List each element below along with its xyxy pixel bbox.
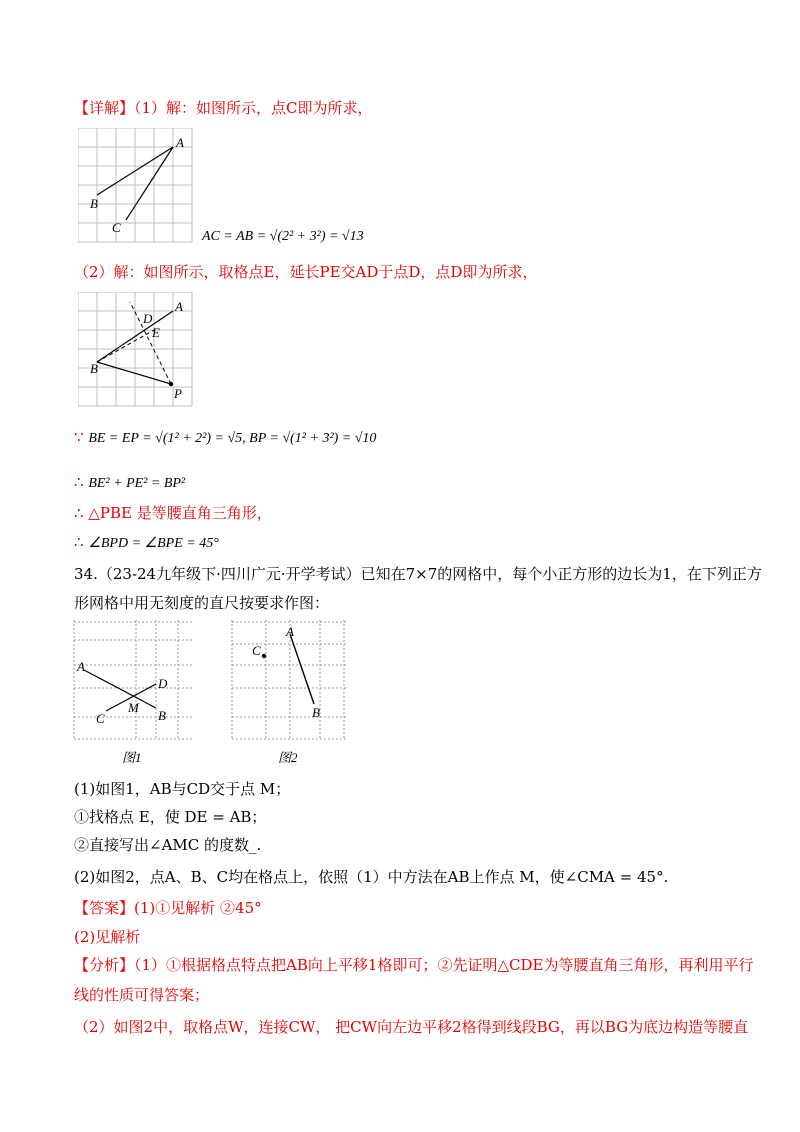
analysis-text-1: （1）①根据格点特点把AB向上平移1格即可；②先证明△CDE为等腰直角三角形，再利用平行 xyxy=(134,956,754,974)
therefore-line-2 xyxy=(74,502,272,524)
figure-1-grid xyxy=(72,620,196,770)
figure-2-grid xyxy=(230,620,354,770)
figure-1-caption: 图1 xyxy=(122,750,142,765)
point-a-label: A xyxy=(77,659,85,674)
formula-be-ep-bp: BE = EP = √(1² + 2²) = √5, BP = √(1² + 3²) = √10 xyxy=(88,431,377,446)
point-a-label: A xyxy=(175,299,183,314)
point-a-label: A xyxy=(176,135,184,150)
part-2-statement: (2)如图2，点A、B、C均在格点上，依照（1）中方法在AB上作点 M，使∠CMA = 45°. xyxy=(74,868,669,886)
therefore-symbol: ∴ xyxy=(74,533,84,551)
triangle-conclusion: △PBE 是等腰直角三角形， xyxy=(88,504,272,522)
analysis-text-3: （2）如图2中，取格点W，连接CW， 把CW向左边平移2格得到线段BG，再以BG为底边构造等腰直 xyxy=(74,1018,749,1036)
answer-line-1 xyxy=(74,897,262,919)
angle-conclusion: ∠BPD = ∠BPE = 45° xyxy=(88,536,219,551)
point-c-label: C xyxy=(112,220,121,235)
figure-grid-1 xyxy=(78,128,198,243)
point-b-label: B xyxy=(158,708,166,723)
point-m-label: M xyxy=(128,700,139,715)
solution-2-text: （2）解：如图所示，取格点E，延长PE交AD于点D，点D即为所求， xyxy=(74,263,538,281)
point-c-label: C xyxy=(252,643,261,658)
answer-tag: 【答案】 xyxy=(74,899,135,917)
question-34-stem-2: 形网格中用无刻度的直尺按要求作图： xyxy=(74,594,330,612)
point-d-label: D xyxy=(143,311,153,326)
therefore-symbol: ∴ xyxy=(74,473,84,491)
because-line xyxy=(74,426,376,450)
part-1b-statement: ②直接写出∠AMC 的度数_. xyxy=(74,836,262,854)
therefore-line-1 xyxy=(74,471,185,495)
formula-pythagoras: BE² + PE² = BP² xyxy=(88,476,186,491)
because-symbol: ∵ xyxy=(74,428,84,446)
answer-1: (1)①见解析 ②45° xyxy=(134,899,262,917)
solution-1-text: （1）解：如图所示，点C即为所求， xyxy=(134,99,373,117)
therefore-line-3 xyxy=(74,531,219,555)
analysis-tag: 【分析】 xyxy=(74,956,135,974)
point-b-label: B xyxy=(312,705,320,720)
analysis-line-1 xyxy=(74,954,753,976)
point-a-label: A xyxy=(286,624,294,639)
part-1a-statement: ①找格点 E，使 DE = AB； xyxy=(74,808,267,826)
formula-ac-ab: AC = AB = √(2² + 3²) = √13 xyxy=(202,229,364,244)
figure-2-caption: 图2 xyxy=(278,750,298,765)
part-1-statement: (1)如图1，AB与CD交于点 M； xyxy=(74,780,291,798)
point-e-label: E xyxy=(152,325,160,340)
detail-tag: 【详解】 xyxy=(74,99,135,117)
analysis-text-2: 线的性质可得答案； xyxy=(74,986,210,1004)
point-b-label: B xyxy=(90,196,98,211)
point-p-label: P xyxy=(174,386,182,401)
figure-grid-2 xyxy=(78,292,198,407)
therefore-symbol: ∴ xyxy=(74,504,84,522)
point-d-label: D xyxy=(158,676,168,691)
answer-2: (2)见解析 xyxy=(74,928,141,946)
question-34-stem-1: 34.（23-24九年级下·四川广元·开学考试）已知在7×7的网格中，每个小正方形的边长为1，在下列正方 xyxy=(74,565,762,583)
solution-1-line xyxy=(74,97,373,119)
point-b-label: B xyxy=(90,361,98,376)
point-c-label: C xyxy=(96,711,105,726)
